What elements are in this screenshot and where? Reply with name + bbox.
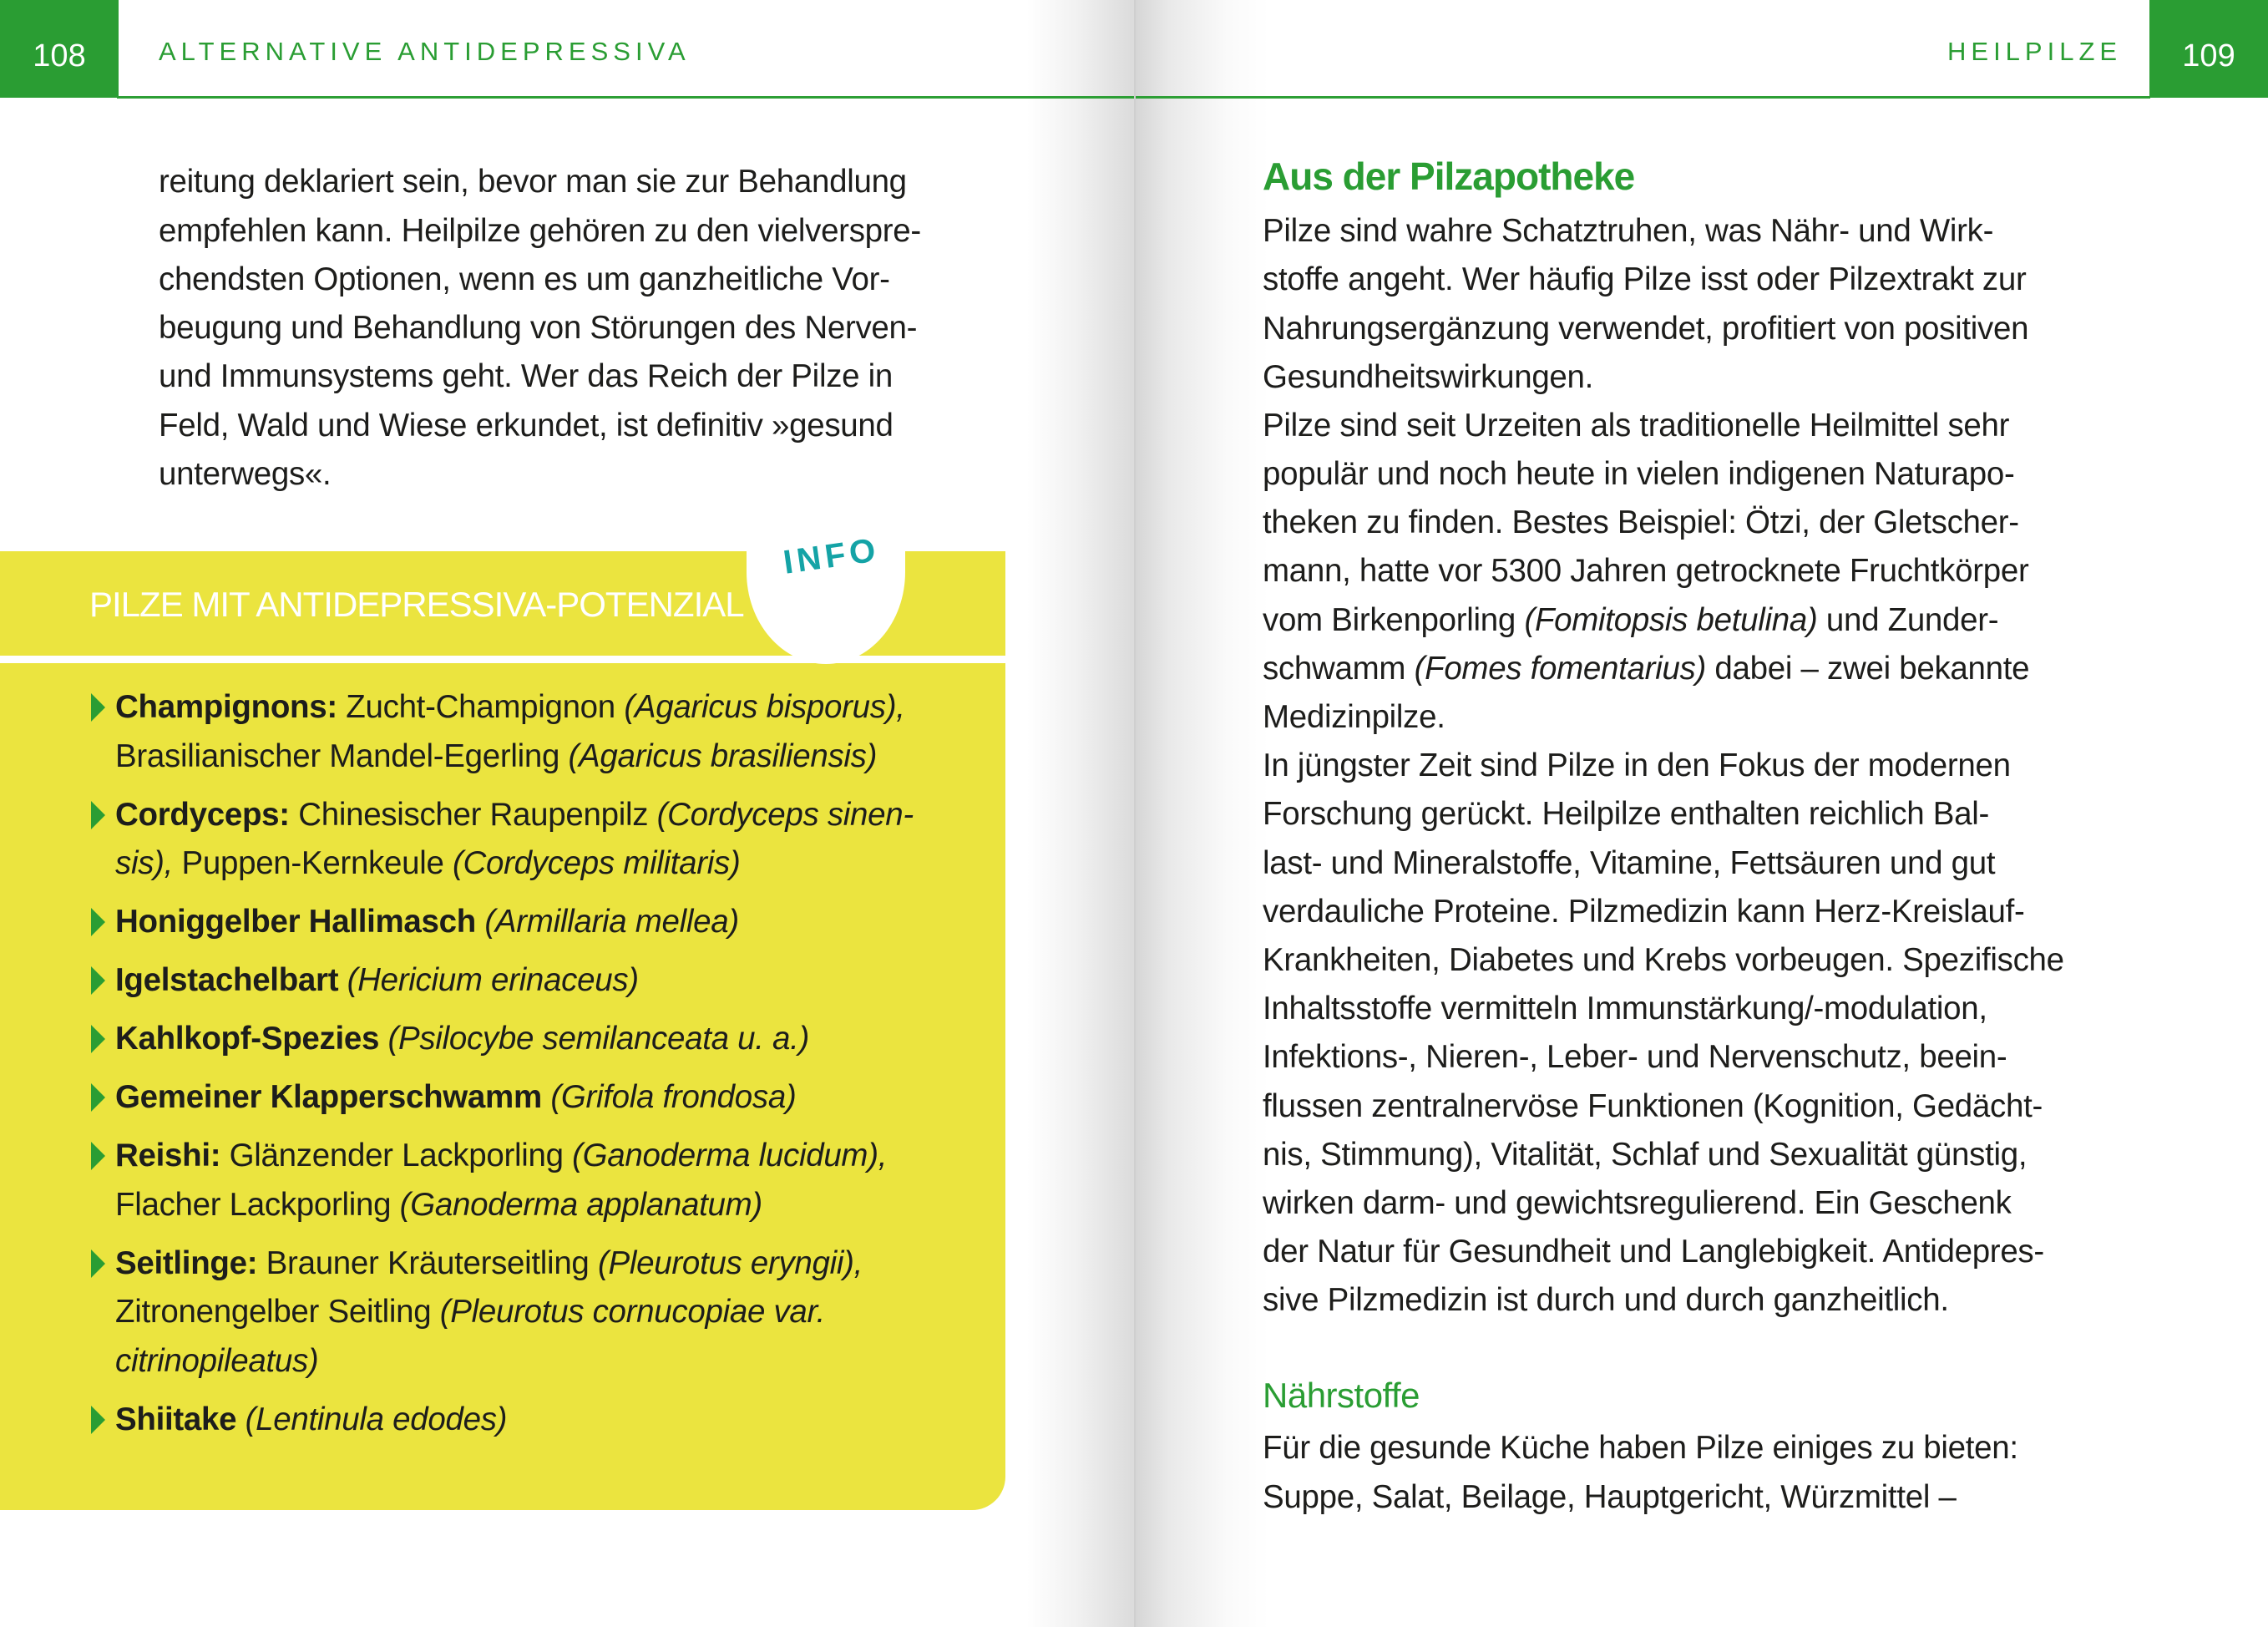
text-line	[1263, 1428, 2018, 1468]
text-segment: sive Pilzmedizin ist durch und durch ganzheitlich.	[1263, 1282, 1949, 1318]
text-line	[1263, 794, 1989, 834]
text-line	[1263, 649, 2029, 689]
text-line	[1263, 357, 1593, 398]
book-spine	[1134, 0, 1136, 1627]
header-rule	[117, 96, 1136, 99]
text-segment: flussen zentralnervöse Funktionen (Kognition, Gedächt-	[1263, 1088, 2043, 1124]
latin-name: (Ganoderma lucidum),	[572, 1138, 888, 1173]
latin-name: (Psilocybe semilanceata u. a.)	[379, 1021, 810, 1057]
text-line	[1263, 406, 2009, 446]
text-segment: Brauner Kräuterseitling	[257, 1244, 598, 1281]
bullet-triangle-icon	[91, 1249, 105, 1278]
info-box-divider	[0, 656, 1005, 663]
text-segment: Medizinpilze.	[1263, 699, 1445, 735]
text-line: unterwegs«.	[159, 456, 332, 492]
latin-name: (Cordyceps sinen-	[656, 796, 914, 833]
text-line	[115, 795, 914, 835]
text-segment: der Natur für Gesundheit und Langlebigkeit. Antidepres-	[1263, 1234, 2044, 1270]
text-line	[1263, 1037, 2007, 1077]
text-segment: Suppe, Salat, Beilage, Hauptgericht, Würzmittel –	[1263, 1479, 1957, 1515]
text-line	[1263, 551, 2028, 591]
text-line	[1263, 211, 1993, 251]
latin-name: (Hericium erinaceus)	[338, 962, 639, 998]
text-line	[115, 1244, 863, 1284]
latin-name: (Pleurotus eryngii),	[597, 1244, 863, 1281]
text-line	[1263, 503, 2019, 543]
text-segment: last- und Mineralstoffe, Vitamine, Fettsäuren und gut	[1263, 845, 1996, 881]
text-line	[115, 844, 741, 884]
text-line: reitung deklariert sein, bevor man sie zur Behandlung	[159, 164, 907, 200]
text-line	[1263, 989, 1987, 1029]
info-badge	[747, 518, 905, 664]
text-segment: theken zu finden. Bestes Beispiel: Ötzi, der Gletscher-	[1263, 504, 2019, 540]
mushroom-name: Igelstachelbart	[115, 962, 339, 998]
text-segment: Zitronengelber Seitling	[115, 1294, 440, 1330]
text-segment: Für die gesunde Küche haben Pilze einiges zu bieten:	[1263, 1430, 2018, 1466]
latin-name: (Armillaria mellea)	[475, 904, 739, 940]
text-segment: nis, Stimmung), Vitalität, Schlaf und Sexualität günstig,	[1263, 1137, 2028, 1173]
text-segment: wirken darm- und gewichtsregulierend. Ein Geschenk	[1263, 1185, 2012, 1221]
text-line	[1263, 260, 2026, 300]
text-line	[115, 1136, 887, 1176]
bullet-triangle-icon	[91, 693, 105, 722]
text-line	[1263, 601, 1998, 641]
text-segment: Inhaltsstoffe vermitteln Immunstärkung/-modulation,	[1263, 991, 1987, 1026]
text-segment: Nahrungsergänzung verwendet, profitiert von positiven	[1263, 311, 2029, 347]
text-segment: In jüngster Zeit sind Pilze in den Fokus der modernen	[1263, 748, 2011, 783]
text-segment: Pilze sind wahre Schatztruhen, was Nähr- und Wirk-	[1263, 213, 1994, 249]
running-head-right: HEILPILZE	[1947, 37, 2123, 66]
text-line	[1263, 1184, 2012, 1224]
mushroom-name: Kahlkopf-Spezies	[115, 1021, 380, 1057]
text-line	[1263, 1232, 2044, 1272]
latin-name: citrinopileatus)	[115, 1342, 319, 1379]
bullet-triangle-icon	[91, 1025, 105, 1053]
latin-name: (Agaricus bisporus),	[624, 689, 905, 725]
text-segment: schwamm	[1263, 651, 1415, 687]
bullet-triangle-icon	[91, 908, 105, 936]
text-line	[1263, 1477, 1957, 1518]
mushroom-name: Shiitake	[115, 1401, 237, 1437]
text-segment: Forschung gerückt. Heilpilze enthalten reichlich Bal-	[1263, 796, 1990, 832]
text-segment: verdauliche Proteine. Pilzmedizin kann Herz-Kreislauf-	[1263, 894, 2025, 930]
subsection-heading: Nährstoffe	[1263, 1376, 1420, 1415]
text-line	[1263, 940, 2064, 981]
text-segment: dabei – zwei bekannte	[1706, 651, 2030, 687]
text-line	[1263, 746, 2011, 786]
text-segment: Gesundheitswirkungen.	[1263, 359, 1594, 395]
text-line: chendsten Optionen, wenn es um ganzheitliche Vor-	[159, 261, 890, 297]
text-line	[115, 902, 739, 942]
text-line	[115, 1341, 318, 1381]
bullet-triangle-icon	[91, 1083, 105, 1112]
text-line	[115, 1185, 762, 1225]
latin-name: (Fomitopsis betulina)	[1524, 602, 1818, 638]
text-segment: und Zunder-	[1817, 602, 1999, 638]
bullet-triangle-icon	[91, 1406, 105, 1434]
latin-name: (Pleurotus cornucopiae var.	[439, 1294, 826, 1330]
header-rule	[1136, 96, 2150, 99]
mushroom-name: Cordyceps:	[115, 796, 290, 833]
running-head-left: ALTERNATIVE ANTIDEPRESSIVA	[159, 37, 691, 66]
text-line	[1263, 309, 2028, 349]
info-box	[0, 531, 1005, 1510]
text-segment: vom Birkenporling	[1263, 602, 1525, 638]
bullet-triangle-icon	[91, 1142, 105, 1170]
text-line: beugung und Behandlung von Störungen des Nerven-	[159, 310, 918, 346]
right-page	[1136, 0, 2268, 1627]
text-line	[115, 1019, 809, 1059]
latin-name: sis),	[115, 845, 174, 881]
page-number-left: 108	[0, 0, 119, 98]
text-segment: Infektions-, Nieren-, Leber- und Nervenschutz, beein-	[1263, 1039, 2007, 1075]
text-line	[115, 960, 639, 1001]
info-badge-label: INFO	[781, 531, 882, 581]
text-segment: Chinesischer Raupenpilz	[289, 796, 657, 833]
text-segment: mann, hatte vor 5300 Jahren getrocknete Fruchtkörper	[1263, 553, 2029, 589]
text-segment: stoffe angeht. Wer häufig Pilze isst oder Pilzextrakt zur	[1263, 261, 2027, 297]
bullet-triangle-icon	[91, 966, 105, 995]
text-line	[115, 1400, 507, 1440]
text-line	[1263, 1280, 1949, 1320]
text-line	[1263, 844, 1995, 884]
text-segment: Krankheiten, Diabetes und Krebs vorbeugen. Spezifische	[1263, 942, 2064, 978]
latin-name: (Cordyceps militaris)	[453, 845, 741, 881]
text-segment: Brasilianischer Mandel-Egerling	[115, 737, 569, 774]
text-segment: Pilze sind seit Urzeiten als traditionelle Heilmittel sehr	[1263, 408, 2010, 443]
text-line	[1263, 1135, 2027, 1175]
mushroom-name: Seitlinge:	[115, 1244, 258, 1281]
text-line	[1263, 892, 2024, 932]
text-line	[1263, 697, 1445, 737]
text-line	[115, 687, 905, 727]
section-heading: Aus der Pilzapotheke	[1263, 155, 1635, 198]
text-line: empfehlen kann. Heilpilze gehören zu den vielverspre-	[159, 213, 921, 249]
mushroom-name: Reishi:	[115, 1138, 221, 1173]
text-segment: Puppen-Kernkeule	[173, 845, 453, 881]
latin-name: (Fomes fomentarius)	[1414, 651, 1707, 687]
mushroom-name: Champignons:	[115, 689, 337, 725]
text-line	[115, 1077, 796, 1118]
text-segment: Flacher Lackporling	[115, 1186, 400, 1223]
latin-name: (Lentinula edodes)	[236, 1401, 508, 1437]
text-line	[1263, 454, 2015, 494]
text-line	[1263, 1087, 2043, 1127]
page-number-right: 109	[2149, 0, 2268, 98]
info-box-title: PILZE MIT ANTIDEPRESSIVA-POTENZIAL	[89, 585, 744, 624]
text-line	[115, 1292, 825, 1332]
latin-name: (Agaricus brasiliensis)	[568, 737, 878, 774]
latin-name: (Ganoderma applanatum)	[399, 1186, 762, 1223]
text-segment: Zucht-Champignon	[337, 689, 625, 725]
text-line	[115, 737, 877, 777]
mushroom-name: Honiggelber Hallimasch	[115, 904, 476, 940]
latin-name: (Grifola frondosa)	[541, 1079, 797, 1115]
bullet-triangle-icon	[91, 801, 105, 829]
text-line: Feld, Wald und Wiese erkundet, ist definitiv »gesund	[159, 408, 894, 443]
text-segment: Glänzender Lackporling	[220, 1138, 573, 1173]
mushroom-name: Gemeiner Klapperschwamm	[115, 1079, 542, 1115]
text-line: und Immunsystems geht. Wer das Reich der Pilze in	[159, 358, 894, 394]
text-segment: populär und noch heute in vielen indigenen Naturapo-	[1263, 456, 2015, 492]
